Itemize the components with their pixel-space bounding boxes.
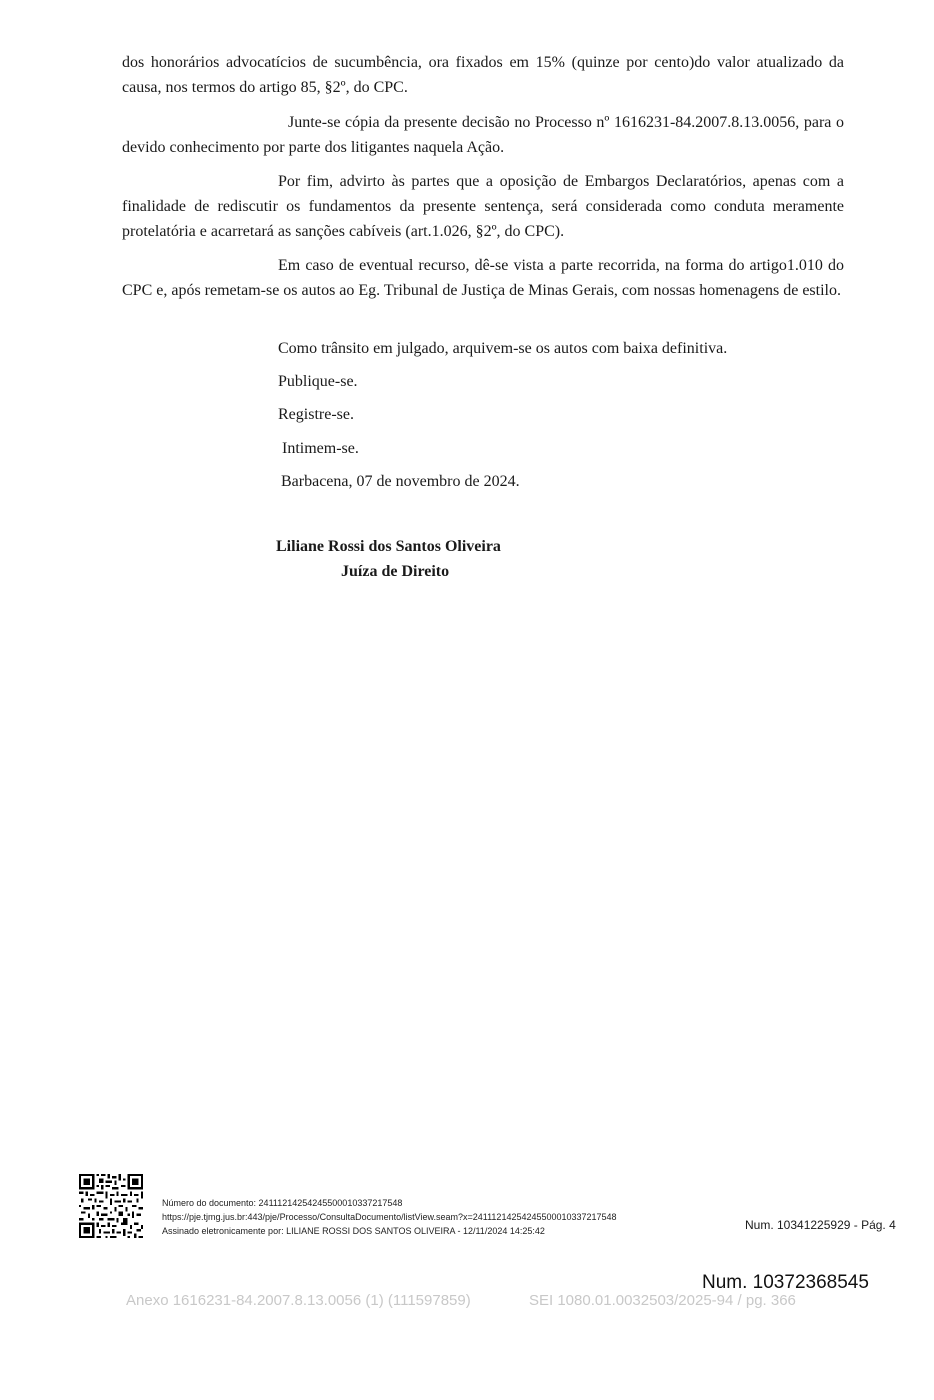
footer-anexo: Anexo 1616231-84.2007.8.13.0056 (1) (111597859) (126, 1292, 471, 1309)
transito-em-julgado: Como trânsito em julgado, arquivem-se os autos com baixa definitiva. (278, 340, 728, 357)
paragraph-embargos: Por fim, advirto às partes que a oposição de Embargos Declaratórios, apenas com a finalidade de rediscutir os fundamentos da presente sentença, será considerada como conduta meramente protelatória e acarretará as sanções cabíveis (art.1.026, §2º, do CPC). (122, 173, 844, 240)
footer-doc-number: Número do documento: 24111214254245500010337217548 (162, 1198, 403, 1208)
registre-se: Registre-se. (278, 406, 354, 423)
qr-code-icon (79, 1174, 143, 1238)
local-data: Barbacena, 07 de novembro de 2024. (281, 473, 520, 490)
paragraph-junte-se: Junte-se cópia da presente decisão no Processo nº 1616231-84.2007.8.13.0056, para o devido conhecimento por parte dos litigantes naquela Ação. (122, 114, 844, 156)
paragraph-recurso: Em caso de eventual recurso, dê-se vista a parte recorrida, na forma do artigo1.010 do CPC e, após remetam-se os autos ao Eg. Tribunal de Justiça de Minas Gerais, com nossas homenagens de estilo. (122, 257, 844, 299)
footer-url: https://pje.tjmg.jus.br:443/pje/Processo/ConsultaDocumento/listView.seam?x=24111214254245500010337217548 (162, 1212, 617, 1222)
paragraph-honorarios: dos honorários advocatícios de sucumbência, ora fixados em 15% (quinze por cento)do valor atualizado da causa, nos termos do artigo 85, §2º, do CPC. (122, 54, 844, 96)
intimem-se: Intimem-se. (282, 440, 359, 457)
publique-se: Publique-se. (278, 373, 358, 390)
signature-name: Liliane Rossi dos Santos Oliveira (276, 538, 501, 555)
footer-signed-by: Assinado eletronicamente por: LILIANE ROSSI DOS SANTOS OLIVEIRA - 12/11/2024 14:25:42 (162, 1226, 545, 1236)
footer-num-page: Num. 10341225929 - Pág. 4 (745, 1218, 896, 1232)
signature-title: Juíza de Direito (341, 563, 450, 580)
footer-sei: SEI 1080.01.0032503/2025-94 / pg. 366 (529, 1292, 796, 1309)
footer-num-big: Num. 10372368545 (702, 1272, 869, 1293)
